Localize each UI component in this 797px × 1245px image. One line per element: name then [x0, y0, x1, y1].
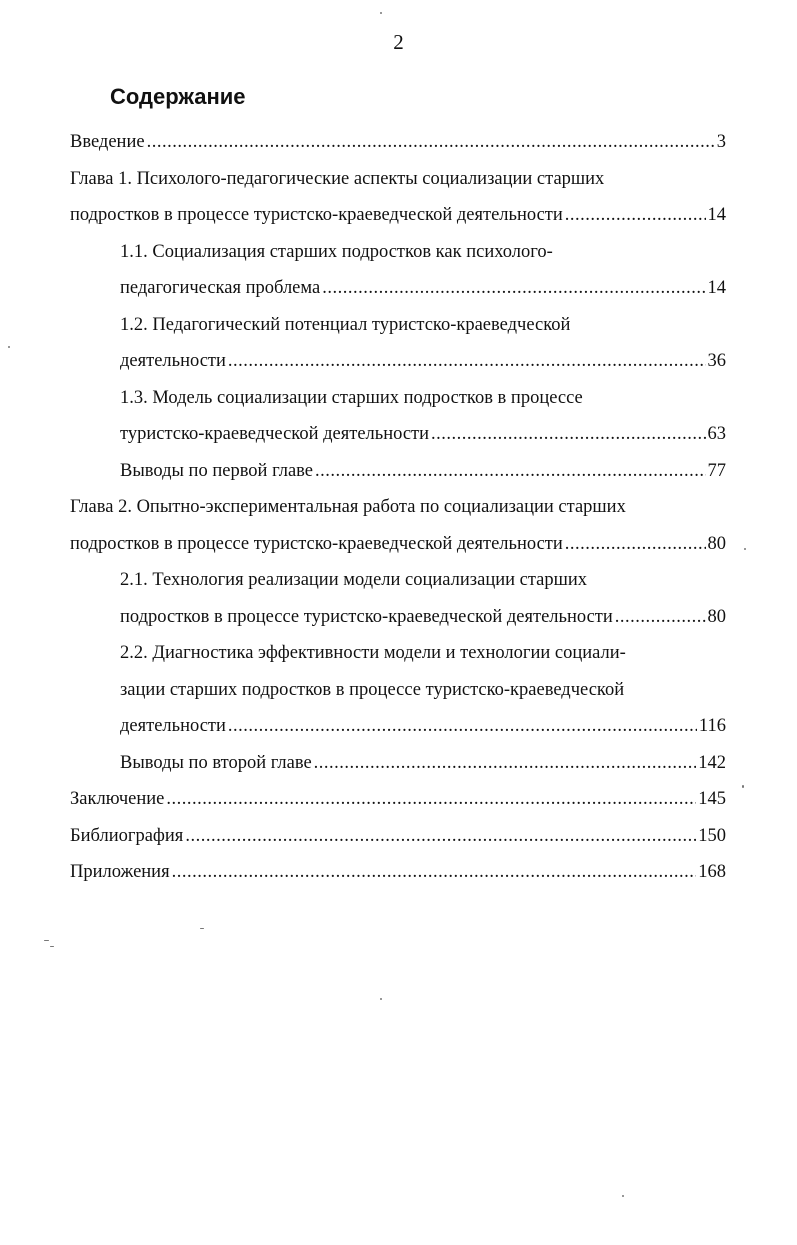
toc-entry-page: 3	[716, 132, 726, 152]
dot-leader	[314, 745, 697, 782]
toc-entry-title: деятельности	[120, 351, 226, 371]
toc-entry-section-2-1[interactable]	[70, 562, 726, 635]
toc-entry-section-2-2[interactable]	[70, 635, 726, 745]
dot-leader	[315, 453, 705, 490]
toc-entry-leader-line	[70, 781, 726, 818]
toc-entry-chapter-1[interactable]	[70, 161, 726, 234]
toc-entry-leader-line	[120, 599, 726, 636]
toc-entry-title: 2.1. Технология реализации модели социализации старших	[120, 570, 588, 590]
toc-entry-title-line	[120, 562, 726, 599]
dot-leader	[172, 854, 697, 891]
toc-entry-title: 1.2. Педагогический потенциал туристско-краеведческой	[120, 314, 571, 335]
toc-entry-title: педагогическая проблема	[120, 278, 321, 298]
toc-entry-page: 77	[707, 460, 726, 481]
dot-leader	[565, 197, 706, 234]
toc-entry-appendices[interactable]	[70, 854, 726, 891]
toc-entry-leader-line	[120, 745, 726, 782]
toc-entry-title-line	[120, 307, 726, 344]
scan-speck	[380, 12, 382, 14]
toc-entry-title-line	[70, 489, 726, 526]
toc-entry-page: 142	[698, 752, 726, 773]
toc-entry-introduction[interactable]	[70, 124, 726, 161]
page-number: 2	[393, 30, 404, 54]
toc-entry-title: Библиография	[70, 825, 184, 846]
scan-speck	[44, 940, 49, 941]
dot-leader	[166, 781, 696, 818]
dot-leader	[565, 526, 706, 563]
scan-speck	[200, 928, 204, 929]
toc-entry-title: деятельности	[120, 716, 226, 736]
toc-entry-leader-line	[70, 124, 726, 161]
toc-entry-leader-line	[120, 343, 726, 380]
toc-entry-page: 145	[698, 789, 726, 809]
toc-entry-page: 80	[707, 606, 726, 627]
toc-entry-title: 2.2. Диагностика эффективности модели и технологии социали-	[120, 643, 626, 663]
toc-entry-leader-line	[120, 416, 726, 453]
toc-entry-title: подростков в процессе туристско-краеведческой деятельности	[70, 205, 563, 225]
toc-entry-page: 36	[707, 351, 726, 371]
toc-entry-title: Выводы по второй главе	[120, 752, 312, 773]
toc-entry-leader-line	[120, 270, 726, 307]
toc-entry-leader-line	[70, 818, 726, 855]
toc-entry-page: 150	[698, 825, 726, 846]
toc-entry-title-line	[120, 635, 726, 672]
dot-leader	[322, 270, 705, 307]
toc-entry-leader-line	[70, 526, 726, 563]
toc-entry-section-1-3[interactable]	[70, 380, 726, 453]
toc-entry-page: 168	[698, 862, 726, 882]
dot-leader	[615, 599, 706, 636]
toc-entry-title-line	[120, 234, 726, 271]
toc-entry-title: 1.3. Модель социализации старших подростков в процессе	[120, 387, 583, 408]
table-of-contents	[70, 124, 726, 891]
dot-leader	[185, 818, 696, 855]
dot-leader	[431, 416, 705, 453]
toc-entry-title: Глава 2. Опытно-экспериментальная работа по социализации старших	[70, 497, 626, 517]
toc-entry-page: 14	[707, 278, 726, 298]
toc-entry-bibliography[interactable]	[70, 818, 726, 855]
scan-speck	[380, 998, 382, 1000]
toc-entry-page: 80	[707, 533, 726, 554]
toc-entry-conclusions-chapter-2[interactable]	[70, 745, 726, 782]
toc-entry-conclusion[interactable]	[70, 781, 726, 818]
dot-leader	[228, 343, 706, 380]
toc-entry-section-1-1[interactable]	[70, 234, 726, 307]
dot-leader	[228, 708, 697, 745]
toc-entry-conclusions-chapter-1[interactable]	[70, 453, 726, 490]
toc-entry-title-line	[120, 672, 726, 709]
scan-speck	[744, 548, 746, 550]
toc-entry-title-line	[70, 161, 726, 198]
toc-entry-leader-line	[120, 453, 726, 490]
dot-leader	[147, 124, 714, 161]
toc-entry-page: 116	[698, 716, 726, 736]
toc-entry-title: подростков в процессе туристско-краеведческой деятельности	[70, 533, 563, 554]
scan-speck	[50, 946, 54, 947]
toc-entry-leader-line	[70, 197, 726, 234]
toc-title: Содержание	[110, 84, 246, 109]
toc-entry-title: подростков в процессе туристско-краеведческой деятельности	[120, 606, 613, 627]
toc-entry-title: Заключение	[70, 789, 165, 809]
toc-entry-chapter-2[interactable]	[70, 489, 726, 562]
toc-entry-leader-line	[70, 854, 726, 891]
toc-entry-title: Введение	[70, 132, 145, 152]
toc-entry-title: Приложения	[70, 862, 170, 882]
scan-speck	[8, 346, 10, 348]
toc-entry-title: туристско-краеведческой деятельности	[120, 424, 430, 444]
toc-entry-title: Выводы по первой главе	[120, 460, 314, 481]
scan-speck	[622, 1195, 624, 1197]
toc-entry-title: зации старших подростков в процессе туристско-краеведческой	[120, 679, 625, 700]
scan-speck	[742, 785, 744, 788]
toc-entry-page: 63	[707, 424, 726, 444]
toc-entry-title-line	[120, 380, 726, 417]
toc-entry-section-1-2[interactable]	[70, 307, 726, 380]
toc-entry-title: Глава 1. Психолого-педагогические аспекты социализации старших	[70, 168, 605, 189]
toc-entry-title: 1.1. Социализация старших подростков как психолого-	[120, 241, 553, 262]
toc-entry-leader-line	[120, 708, 726, 745]
toc-entry-page: 14	[707, 205, 726, 225]
